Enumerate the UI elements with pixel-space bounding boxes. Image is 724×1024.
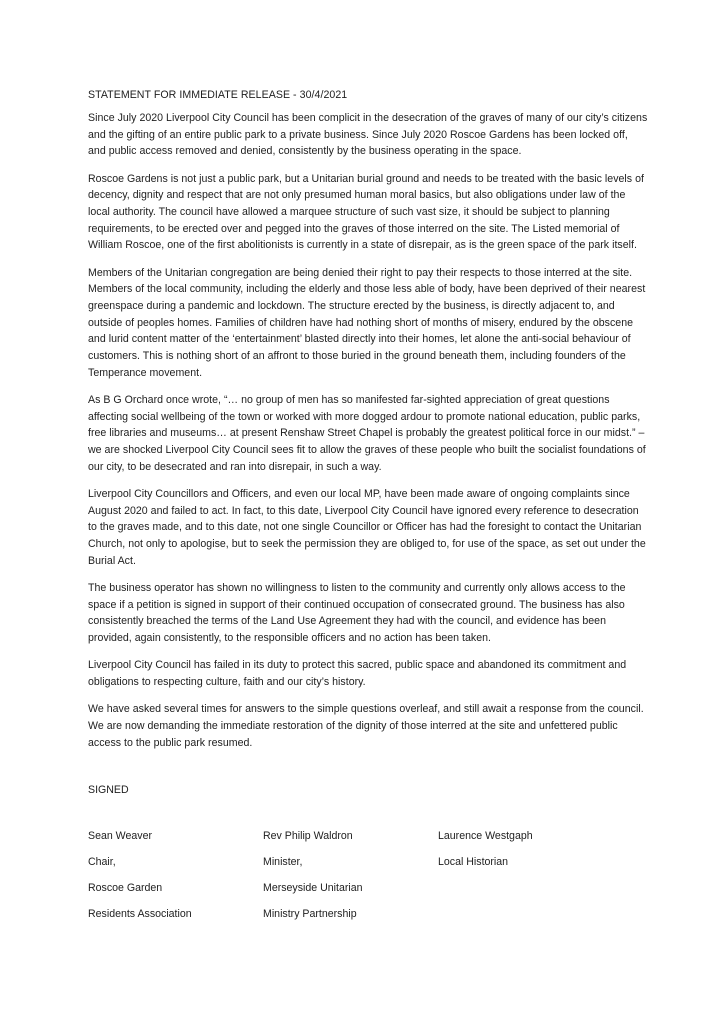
paragraph-2: Roscoe Gardens is not just a public park, but a Unitarian burial ground and needs to be treated with the basic levels of decency, dignity and respect that are not only presumed human moral basics, but also obligations under law of the local authority. The council have allowed a marquee structure of such vast size, it should be subject to planning requirements, to be erected over and pegged into the graves of those interred on the site. The Listed memorial of William Roscoe, one of the first abolitionists is currently in a state of disrepair, as is the green space of the park itself. xyxy=(88,172,644,252)
signatory-organisation-line-2: Ministry Partnership xyxy=(263,908,357,920)
signatory-sean-weaver xyxy=(88,829,192,933)
signatories-block xyxy=(88,829,648,929)
document-body xyxy=(88,88,648,797)
paragraph-3: Members of the Unitarian congregation are being denied their right to pay their respects to those interred at the site. Members of the local community, including the elderly and those less able of body, have been deprived of their nearest greenspace during a pandemic and lockdown. The structure erected by the business, is directly adjacent to, and outside of peoples homes. Families of children have had nothing short of months of misery, endured by the obscene and lurid content matter of the ‘entertainment’ blasted directly into their homes, let alone the anti-social behaviour of customers. This is nothing short of an affront to those buried in the ground beneath them, including founders of the Temperance movement. xyxy=(88,266,646,379)
signatory-philip-waldron xyxy=(263,829,363,933)
signatory-name: Rev Philip Waldron xyxy=(263,830,353,842)
paragraph-6: The business operator has shown no willingness to listen to the community and currently only allows access to the space if a petition is signed in support of their continued occupation of consecrated ground. The business has also consistently breached the terms of the Land Use Agreement they had with the council, and evidence has been provided, again consistently, to the responsible officers and no action has been taken. xyxy=(88,582,626,645)
signatory-organisation: Merseyside Unitarian xyxy=(263,882,363,894)
paragraph-7: Liverpool City Council has failed in its duty to protect this sacred, public space and abandoned its commitment and obligations to respecting culture, faith and our city’s history. xyxy=(88,659,627,689)
signatory-name: Laurence Westgaph xyxy=(438,830,533,842)
signatory-organisation-line-2: Residents Association xyxy=(88,908,192,920)
signatory-name: Sean Weaver xyxy=(88,830,152,842)
paragraph-4: As B G Orchard once wrote, “… no group of men has so manifested far-sighted appreciation of great questions affecting social wellbeing of the town or worked with more dogged ardour to promote national education, public parks, free libraries and museums… at present Renshaw Street Chapel is probably the greatest political force in our midst.” – we are shocked Liverpool City Council sees fit to allow the graves of these people who built the socialist foundations of our city, to be desecrated and ran into disrepair, in such a way. xyxy=(88,394,646,473)
signatory-role: Chair, xyxy=(88,856,116,868)
statement-heading: STATEMENT FOR IMMEDIATE RELEASE - 30/4/2021 xyxy=(88,89,348,101)
signatory-role: Minister, xyxy=(263,856,303,868)
signatory-laurence-westgaph xyxy=(438,829,533,881)
paragraph-8: We have asked several times for answers to the simple questions overleaf, and still await a response from the council. We are now demanding the immediate restoration of the dignity of those interred at the site and unfettered public access to the public park resumed. xyxy=(88,703,644,749)
signatory-organisation: Roscoe Garden xyxy=(88,882,163,894)
paragraph-1: Since July 2020 Liverpool City Council has been complicit in the desecration of the graves of many of our city’s citizens and the gifting of an entire public park to a private business. Since July 2020 Roscoe Gardens has been locked off, and public access removed and denied, consistently by the business operating in the space. xyxy=(88,112,648,158)
signed-label: SIGNED xyxy=(88,784,129,797)
paragraph-5: Liverpool City Councillors and Officers, and even our local MP, have been made aware of ongoing complaints since August 2020 and failed to act. In fact, to this date, Liverpool City Council have ignored every reference to desecration to the graves made, and to this date, not one single Councillor or Officer has had the foresight to contact the Unitarian Church, not only to apologise, but to seek the permission they are obliged to, for use of the space, as set out under the Burial Act. xyxy=(88,488,646,567)
signatory-role: Local Historian xyxy=(438,856,509,868)
